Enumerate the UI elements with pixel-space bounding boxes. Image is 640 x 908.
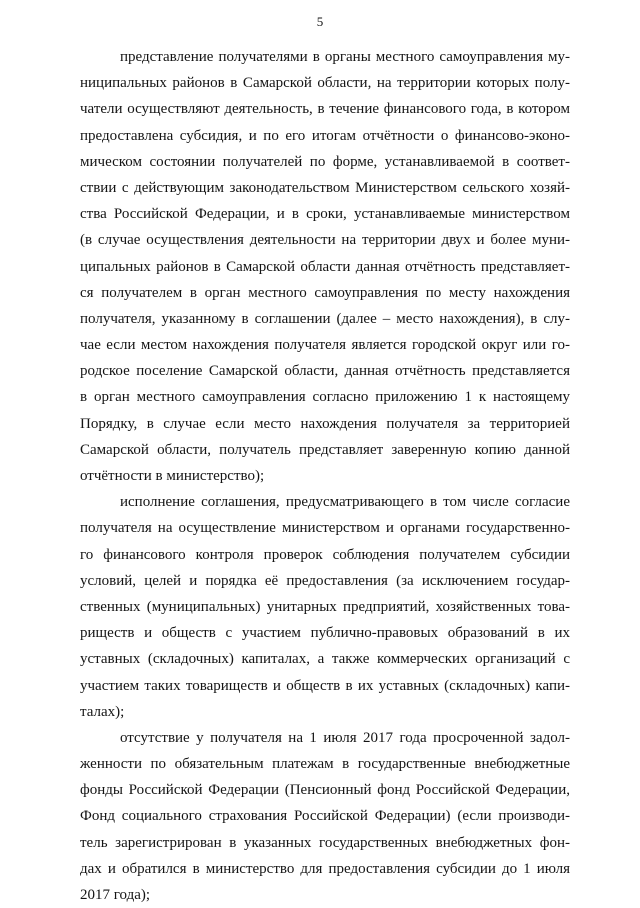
text-line: ства Российской Федерации, и в сроки, устанавливаемые министерством	[80, 206, 570, 223]
text-line: го финансового контроля проверок соблюдения получателем субсидии	[80, 546, 570, 563]
text-line: ципальных районов в Самарской области данная отчётность представляет-	[80, 258, 570, 275]
paragraph-agreement-execution	[80, 489, 570, 725]
text-line: талах);	[80, 703, 125, 720]
text-line: фонды Российской Федерации (Пенсионный фонд Российской Федерации,	[80, 782, 570, 799]
paragraph-reporting-obligation	[80, 44, 570, 489]
text-line: тель зарегистрирован в указанных государственных внебюджетных фон-	[80, 834, 570, 851]
text-line: родское поселение Самарской области, данная отчётность представляется	[80, 363, 570, 380]
text-line: получателя, указанному в соглашении (далее – место нахождения), в слу-	[80, 310, 570, 327]
paragraph-no-overdue-debt	[80, 725, 570, 908]
text-line: ниципальных районов в Самарской области, на территории которых полу-	[80, 75, 570, 92]
document-body	[80, 44, 570, 908]
text-line: женности по обязательным платежам в государственные внебюджетные	[80, 756, 570, 773]
text-line: ся получателем в орган местного самоуправления по месту нахождения	[80, 284, 570, 301]
text-line: мическом состоянии получателей по форме, устанавливаемой в соответ-	[80, 153, 570, 170]
text-line: (в случае осуществления деятельности на территории двух и более муни-	[80, 232, 570, 249]
text-line: ствии с действующим законодательством Министерством сельского хозяй-	[80, 179, 570, 196]
text-line: исполнение соглашения, предусматривающего в том числе согласие	[120, 494, 570, 511]
text-line: Фонд социального страхования Российской Федерации) (если производи-	[80, 808, 570, 825]
text-line: в орган местного самоуправления согласно приложению 1 к настоящему	[80, 389, 570, 406]
text-line: 2017 года);	[80, 887, 151, 903]
text-line: отчётности в министерство);	[80, 468, 265, 484]
text-line: риществ и обществ с участием публично-правовых образований в их	[80, 625, 570, 642]
text-line: Порядку, в случае если место нахождения получателя за территорией	[80, 415, 570, 432]
text-line: получателя на осуществление министерством и органами государственно-	[80, 520, 570, 537]
text-line: представление получателями в органы местного самоуправления му-	[120, 49, 570, 65]
page-number: 5	[316, 14, 324, 29]
text-line: отсутствие у получателя на 1 июля 2017 года просроченной задол-	[120, 729, 570, 746]
text-line: предоставлена субсидия, и по его итогам отчётности о финансово-эконо-	[80, 127, 570, 144]
text-line: чае если местом нахождения получателя является городской округ или го-	[80, 337, 570, 354]
text-line: участием таких товариществ и обществ в их уставных (складочных) капи-	[80, 677, 570, 694]
text-line: уставных (складочных) капиталах, а также коммерческих организаций с	[80, 651, 570, 668]
text-line: ственных (муниципальных) унитарных предприятий, хозяйственных това-	[80, 598, 570, 615]
text-line: чатели осуществляют деятельность, в течение финансового года, в котором	[80, 101, 570, 118]
text-line: дах и обратился в министерство для предоставления субсидии до 1 июля	[80, 860, 570, 877]
text-line: Самарской области, получатель представляет заверенную копию данной	[80, 441, 570, 458]
text-line: условий, целей и порядка её предоставления (за исключением государ-	[80, 572, 570, 589]
